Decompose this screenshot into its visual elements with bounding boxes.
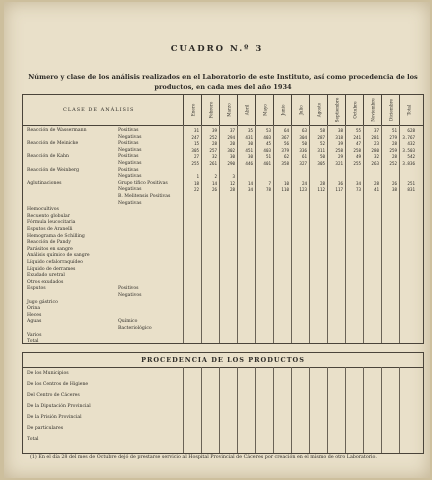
month-label: Mayo	[262, 104, 268, 116]
month-label: Septiembre	[334, 97, 340, 123]
row-sublabel: Negativas	[118, 147, 142, 153]
table-cell: 10	[283, 180, 289, 186]
table-cell: 52	[319, 141, 325, 147]
table-cell: 47	[355, 141, 361, 147]
table-cell: 123	[299, 187, 307, 193]
table-cell: 290	[227, 161, 235, 166]
table-cell: 50	[301, 141, 307, 147]
table-cell: 358	[281, 161, 289, 166]
row-label: Recuento globular	[27, 213, 70, 219]
month-column-header	[255, 95, 274, 125]
month-column-header	[237, 95, 256, 125]
table-row	[23, 339, 423, 346]
month-label: Abril	[244, 104, 250, 116]
row-label: De la Prisión Provincial	[27, 415, 82, 420]
row-sublabel: Positivas	[118, 154, 139, 160]
month-column-header	[381, 95, 400, 125]
table-cell: 259	[389, 147, 397, 153]
table-row	[23, 437, 423, 444]
table-cell: 403	[263, 134, 271, 140]
month-label: Octubre	[352, 101, 358, 119]
table-cell: 34	[247, 187, 253, 193]
row-sublabel: Positivas	[118, 167, 139, 173]
table-cell: 305	[191, 147, 199, 153]
table-cell: 628	[407, 128, 415, 133]
table-cell: 20	[229, 141, 235, 147]
table-cell: 294	[227, 134, 235, 140]
row-label: Total	[27, 437, 39, 442]
table-cell: 3	[232, 174, 235, 180]
table-cell: 305	[317, 161, 325, 166]
row-label: Reacción de Wassermann	[27, 128, 87, 133]
row-label: Líquido de derrames	[27, 266, 76, 272]
table-cell: 14	[247, 180, 253, 186]
table-cell: 22	[193, 187, 199, 193]
table-cell: 367	[281, 134, 289, 140]
table-cell: 55	[355, 128, 361, 133]
table-cell: 62	[283, 154, 289, 160]
table-cell: 287	[317, 134, 325, 140]
table-cell: 29	[337, 154, 343, 160]
table-cell: 261	[209, 161, 217, 166]
table-cell: 38	[391, 187, 397, 193]
row-sublabel: Positivos	[118, 286, 139, 292]
row-label: Reacción de Meinicke	[27, 141, 79, 147]
table-cell: 35	[247, 128, 253, 133]
table-cell: 281	[371, 134, 379, 140]
table-cell: 26	[211, 187, 217, 193]
table-cell: 37	[373, 128, 379, 133]
row-sublabel: Negativas	[118, 161, 142, 166]
table-cell: 3.503	[402, 147, 415, 153]
month-column-header	[363, 95, 382, 125]
row-sublabel: Bacteriológico	[118, 326, 152, 331]
table-cell: 241	[353, 134, 361, 140]
table-cell: 78	[265, 187, 271, 193]
row-label: Hemocultivos	[27, 207, 59, 213]
row-label: Análisis químico de sangre	[27, 253, 90, 259]
table-cell: 51	[265, 154, 271, 160]
table-cell: 280	[371, 147, 379, 153]
table-cell: 255	[191, 161, 199, 166]
month-label: Marzo	[226, 103, 232, 117]
table-cell: 258	[353, 147, 361, 153]
page-subtitle: Número y clase de los análisis realizados en el Laboratorio de este Instituto, así como procedencia de los productos, en cada mes del año 1934	[28, 73, 418, 91]
table-cell: 39	[211, 128, 217, 133]
table-cell: 831	[407, 187, 415, 193]
table-cell: 32	[211, 154, 217, 160]
table-cell: 117	[335, 187, 343, 193]
month-label: Noviembre	[370, 98, 376, 122]
month-column-header	[399, 95, 418, 125]
table-cell: 26	[391, 180, 397, 186]
month-column-header	[345, 95, 364, 125]
month-label: Total	[406, 104, 412, 116]
month-column-header	[201, 95, 220, 125]
table-cell: 32	[373, 154, 379, 160]
month-label: Enero	[190, 103, 196, 117]
row-label: Aglutinaciones	[27, 180, 62, 186]
table-row	[23, 371, 423, 378]
document-page	[4, 2, 430, 478]
table-cell: 49	[355, 154, 361, 160]
row-sublabel: Negativas	[118, 134, 142, 140]
table-cell: 15	[193, 141, 199, 147]
month-column-header	[219, 95, 238, 125]
month-label: Junio	[280, 104, 286, 116]
table-cell: 2	[214, 174, 217, 180]
table-cell: 302	[227, 147, 235, 153]
table-cell: 279	[389, 134, 397, 140]
analysis-column-label: CLASE DE ANÁLISIS	[63, 107, 135, 113]
table-cell: 446	[245, 161, 253, 166]
month-column-header	[327, 95, 346, 125]
row-label: Hemograma de Schilling	[27, 233, 85, 239]
origin-table-heading: PROCEDENCIA DE LOS PRODUCTOS	[23, 353, 423, 368]
row-label: Exudado uretral	[27, 273, 65, 279]
table-cell: 403	[263, 147, 271, 153]
table-cell: 110	[281, 187, 289, 193]
table-cell: 23	[373, 141, 379, 147]
table-cell: 327	[299, 161, 307, 166]
table-cell: 30	[247, 141, 253, 147]
table-cell: 432	[407, 141, 415, 147]
row-sublabel: Grupo tífico Positivas	[118, 180, 168, 186]
footnote: (1) En el día 28 del mes de Octubre dejó de prestarse servicio al Hospital Provincial de Cáceres por creación en el mismo de otro Laboratorio.	[30, 455, 377, 460]
row-label: Líquido cefalorraquídeo	[27, 260, 83, 265]
table-cell: 321	[335, 161, 343, 166]
analysis-table	[22, 94, 424, 344]
row-label: Aguas	[27, 319, 42, 325]
row-label: Parásitos en sangre	[27, 246, 73, 252]
table-cell: 34	[355, 180, 361, 186]
row-label: Total	[27, 339, 39, 345]
table-cell: 30	[247, 154, 253, 160]
table-cell: 63	[301, 128, 307, 133]
table-cell: 257	[209, 147, 217, 153]
row-label: Reacción de Weinberg	[27, 167, 80, 173]
table-row	[23, 415, 423, 422]
row-sublabel: Positivas	[118, 141, 139, 147]
table-cell: 28	[391, 154, 397, 160]
row-label: Reacción de Kahn	[27, 154, 69, 160]
table-cell: 28	[319, 180, 325, 186]
row-label: De los Centros de Higiene	[27, 382, 89, 387]
row-label: De los Municipios	[27, 371, 69, 376]
table-cell: 336	[299, 147, 307, 153]
row-sublabel: Químico	[118, 319, 138, 325]
table-cell: 56	[283, 141, 289, 147]
table-cell: 252	[209, 134, 217, 140]
table-cell: 12	[229, 180, 235, 186]
row-label: Heces	[27, 312, 42, 318]
row-sublabel: Positivas	[118, 128, 139, 133]
table-row	[23, 404, 423, 411]
table-cell: 18	[193, 180, 199, 186]
month-column-header	[183, 95, 202, 125]
row-label: Del Centro de Cáceres	[27, 393, 80, 398]
table-cell: 37	[229, 128, 235, 133]
table-cell: 24	[301, 180, 307, 186]
row-sublabel: Negativas	[118, 200, 142, 206]
table-cell: 251	[407, 180, 415, 186]
table-row	[23, 382, 423, 389]
row-sublabel: B. Melitensis Positivas	[118, 194, 171, 199]
table-cell: 36	[337, 180, 343, 186]
month-label: Julio	[298, 105, 304, 115]
table-cell: 247	[191, 134, 199, 140]
month-label: Diciembre	[388, 99, 394, 121]
row-label: De particulares	[27, 426, 64, 431]
row-label: Otros exudados	[27, 279, 64, 285]
table-cell: 28	[211, 141, 217, 147]
table-cell: 255	[353, 161, 361, 166]
table-cell: 41	[373, 187, 379, 193]
table-cell: 58	[319, 128, 325, 133]
row-label: Jugo gástrico	[27, 299, 58, 305]
table-cell: 112	[317, 187, 325, 193]
analysis-table-header	[23, 95, 423, 126]
table-cell: 401	[263, 161, 271, 166]
row-label: Varios	[27, 332, 42, 338]
table-cell: 252	[389, 161, 397, 166]
row-label: Esputos	[27, 286, 46, 292]
table-cell: 61	[301, 154, 307, 160]
table-cell: 30	[229, 154, 235, 160]
table-cell: 3.836	[402, 161, 415, 166]
table-cell: 451	[245, 147, 253, 153]
table-cell: 38	[337, 128, 343, 133]
table-cell: 45	[265, 141, 271, 147]
table-row	[23, 393, 423, 400]
table-cell: 304	[299, 134, 307, 140]
page-title: CUADRO N.º 3	[170, 44, 264, 54]
month-label: Febrero	[208, 101, 214, 119]
table-cell: 64	[283, 128, 289, 133]
table-cell: 53	[265, 128, 271, 133]
table-cell: 14	[211, 180, 217, 186]
table-cell: 39	[337, 141, 343, 147]
table-cell: 431	[245, 134, 253, 140]
table-row	[23, 426, 423, 433]
table-cell: 258	[335, 147, 343, 153]
month-column-header	[273, 95, 292, 125]
table-cell: 73	[355, 187, 361, 193]
table-cell: 31	[193, 128, 199, 133]
table-cell: 263	[371, 161, 379, 166]
table-cell: 28	[391, 141, 397, 147]
row-label: Fórmula leucocitaria	[27, 220, 76, 226]
row-sublabel: Negativas	[118, 187, 142, 193]
table-cell: 379	[281, 147, 289, 153]
table-cell: 542	[407, 154, 415, 160]
row-label: Esputos de Aranelli	[27, 227, 73, 232]
table-cell: 311	[317, 147, 325, 153]
month-label: Agosto	[316, 102, 322, 118]
table-cell: 28	[229, 187, 235, 193]
table-cell: 7	[268, 180, 271, 186]
table-cell: 28	[373, 180, 379, 186]
row-label: Reacción de Pandy	[27, 240, 71, 246]
table-cell: 1	[196, 174, 199, 180]
row-label: De la Diputación Provincial	[27, 404, 91, 409]
table-cell: 50	[319, 154, 325, 160]
month-column-header	[309, 95, 328, 125]
row-sublabel: Negativos	[118, 293, 142, 298]
origin-table	[22, 352, 424, 454]
table-cell: 318	[335, 134, 343, 140]
row-sublabel: Negativas	[118, 174, 142, 180]
table-cell: 51	[391, 128, 397, 133]
month-column-header	[291, 95, 310, 125]
row-label: Orina	[27, 306, 41, 312]
table-cell: 27	[193, 154, 199, 160]
table-cell: 3.767	[402, 134, 415, 140]
